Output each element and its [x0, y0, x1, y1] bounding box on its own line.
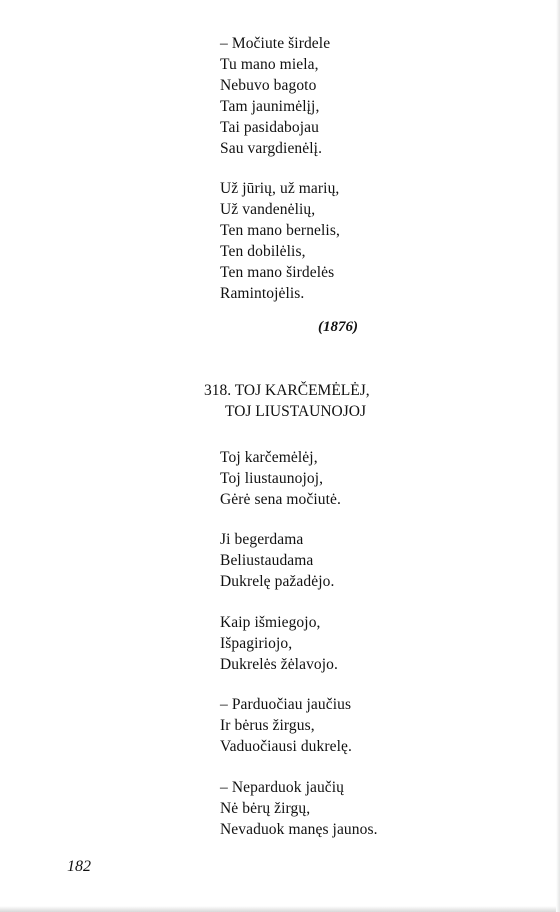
verse-line: Dukrelės žėlavojo. — [220, 656, 339, 673]
verse-line: Ten mano bernelis, — [220, 222, 340, 239]
verse-line: – Močiute širdele — [220, 35, 331, 52]
verse-line: Ji begerdama — [220, 531, 304, 548]
verse-line: – Neparduok jaučių — [220, 779, 345, 796]
verse-line: Beliustaudama — [220, 552, 314, 569]
verse-line: Nebuvo bagoto — [220, 77, 317, 94]
verse-line: Tam jaunimėlįj, — [220, 98, 320, 115]
verse-line: Kaip išmiegojo, — [220, 614, 321, 631]
verse-line: Už vandenėlių, — [220, 201, 316, 218]
verse-line: Ramintojėlis. — [220, 285, 305, 302]
verse-line: Sau vargdienėlį. — [220, 140, 323, 157]
poem-318-title — [204, 380, 370, 422]
verse-line: Ten mano širdelės — [220, 264, 335, 281]
verse-line: Dukrelę pažadėjo. — [220, 573, 335, 590]
scan-bottom-edge — [0, 906, 560, 912]
verse-line: Nevaduok manęs jaunos. — [220, 821, 378, 838]
poem-317-stanza-1 — [220, 33, 330, 159]
verse-line: Tu mano miela, — [220, 56, 319, 73]
verse-line: Gėrė sena močiutė. — [220, 491, 342, 508]
verse-line: – Parduočiau jaučius — [220, 696, 352, 713]
poem-317-year: (1876) — [318, 319, 358, 335]
page-number: 182 — [67, 858, 91, 875]
scan-right-edge — [556, 0, 560, 912]
poem-318-stanza-5 — [220, 777, 378, 840]
verse-line: Vaduočiausi dukrelę. — [220, 738, 352, 755]
verse-line: Tai pasidabojau — [220, 119, 319, 136]
title-line-1: 318. TOJ KARČEMĖLĖJ, — [204, 382, 370, 399]
verse-line: Toj karčemėlėj, — [220, 449, 318, 466]
verse-line: Nė bėrų žirgų, — [220, 800, 311, 817]
verse-line: Ir bėrus žirgus, — [220, 717, 315, 734]
verse-line: Toj liustaunojoj, — [220, 470, 324, 487]
poem-318-stanza-3 — [220, 612, 338, 675]
verse-line: Išpagiriojo, — [220, 635, 293, 652]
verse-line: Už jūrių, už marių, — [220, 180, 340, 197]
poem-318-stanza-2 — [220, 529, 334, 592]
title-line-2: TOJ LIUSTAUNOJOJ — [225, 403, 366, 420]
poem-318-stanza-1 — [220, 447, 341, 510]
poem-317-stanza-2 — [220, 178, 340, 304]
poem-318-stanza-4 — [220, 694, 352, 757]
verse-line: Ten dobilėlis, — [220, 243, 306, 260]
